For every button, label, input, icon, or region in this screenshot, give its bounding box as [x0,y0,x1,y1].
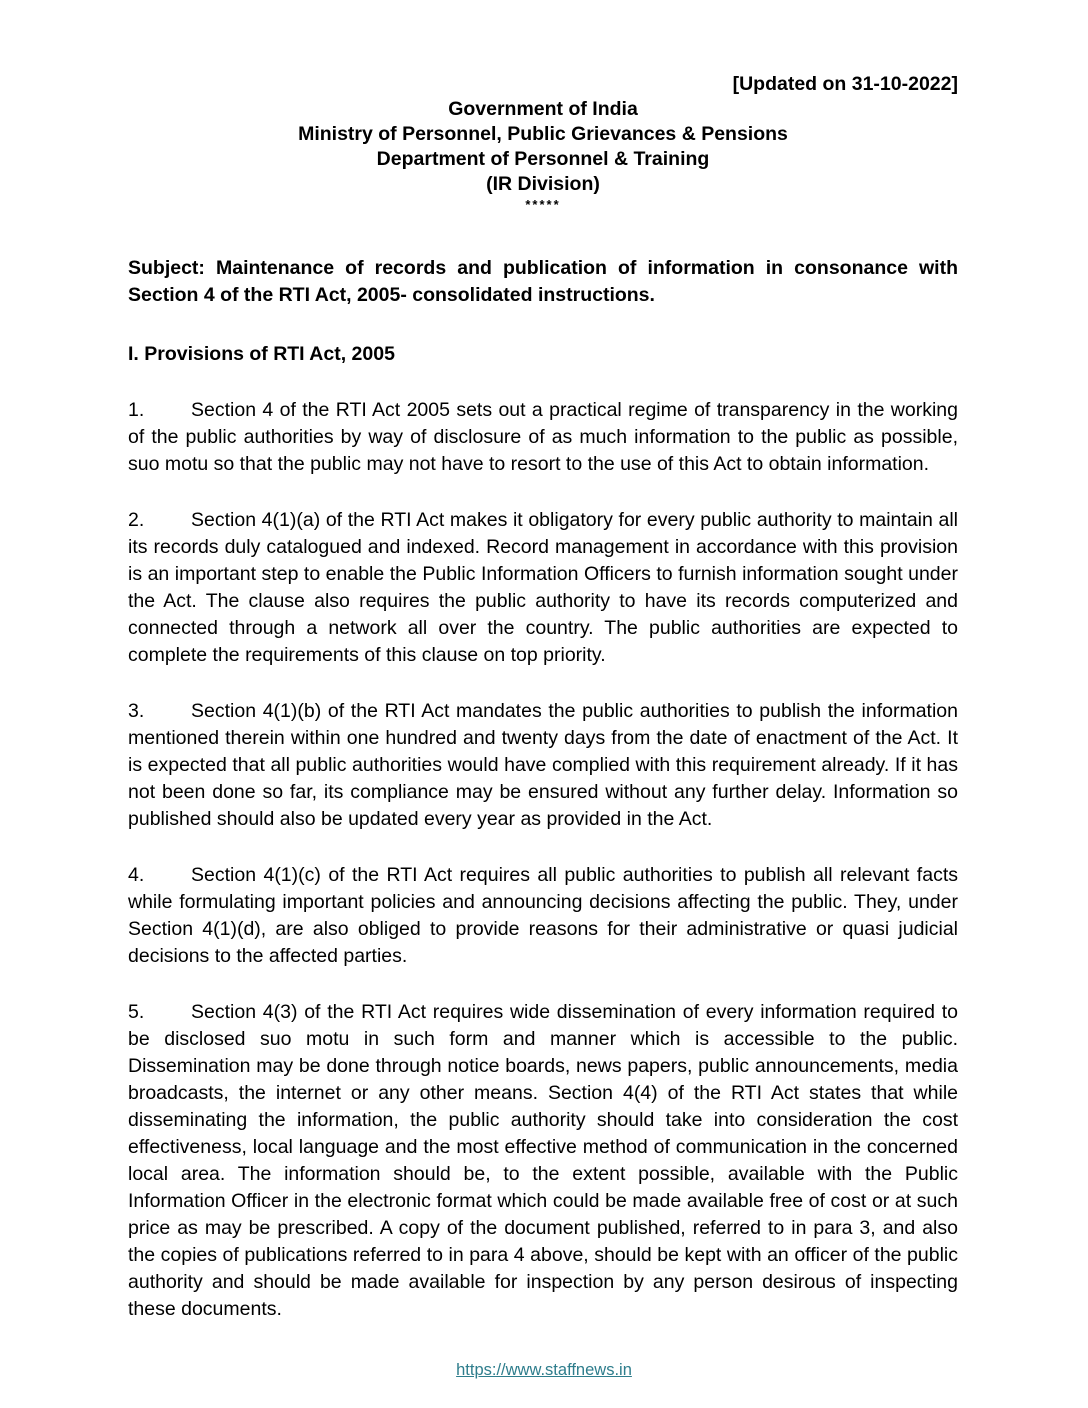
updated-date-note: [Updated on 31-10-2022] [732,73,958,95]
paragraph-number: 4. [128,864,145,886]
paragraph-text: Section 4(1)(b) of the RTI Act mandates the public authorities to publish the information mentioned therein within one hundred and twenty days from the date of enactment of the Act. It is expected that all public authorities would have complied with this requirement already. If it has not been done so far, its compliance may be ensured without any further delay. Information so published should also be updated every year as provided in the Act. [128,700,958,830]
paragraph-number: 5. [128,1001,145,1023]
paragraph-number: 3. [128,700,145,722]
footer-website-link[interactable]: https://www.staffnews.in [456,1361,632,1379]
paragraph-text: Section 4(1)(a) of the RTI Act makes it obligatory for every public authority to maintain all its records duly catalogued and indexed. Record management in accordance with this provision is an important step to enable the Public Information Officers to furnish information sought under the Act. The clause also requires the public authority to have its records computerized and connected through a network all over the country. The public authorities are expected to complete the requirements of this clause on top priority. [128,509,958,666]
subject-line: Subject: Maintenance of records and publication of information in consonance with Section 4 of the RTI Act, 2005- consolidated instructions. [128,257,958,306]
paragraph-text: Section 4(1)(c) of the RTI Act requires all public authorities to publish all relevant facts while formulating important policies and announcing decisions affecting the public. They, under Section 4(1)(d), are also obliged to provide reasons for their administrative or quasi judicial decisions to the affected parties. [128,864,958,967]
letterhead [128,97,958,213]
section-heading: I. Provisions of RTI Act, 2005 [128,343,395,365]
paragraph-4 [128,862,958,970]
separator-stars: ***** [525,197,561,212]
letterhead-line-division: (IR Division) [486,173,600,195]
paragraph-text: Section 4(3) of the RTI Act requires wide dissemination of every information required to be disclosed suo motu in such form and manner which is accessible to the public. Dissemination may be done through notice boards, news papers, public announcements, media broadcasts, the internet or any other means. Section 4(4) of the RTI Act states that while disseminating the information, the public authority should take into consideration the cost effectiveness, local language and the most effective method of communication in the concerned local area. The information should be, to the extent possible, available with the Public Information Officer in the electronic format which could be made available free of cost or at such price as may be prescribed. A copy of the document published, referred to in para 3, and also the copies of publications referred to in para 4 above, should be kept with an officer of the public authority and should be made available for inspection by any person desirous of inspecting these documents. [128,1001,958,1320]
paragraph-number: 2. [128,509,145,531]
paragraph-2 [128,507,958,669]
paragraph-text: Section 4 of the RTI Act 2005 sets out a practical regime of transparency in the working of the public authorities by way of disclosure of as much information to the public as possible, suo motu so that the public may not have to resort to the use of this Act to obtain information. [128,399,958,475]
paragraph-number: 1. [128,399,145,421]
paragraph-5 [128,999,958,1323]
paragraph-3 [128,698,958,833]
letterhead-line-department: Department of Personnel & Training [376,148,710,170]
letterhead-line-government: Government of India [448,98,638,120]
footer [0,1361,1088,1380]
letterhead-line-ministry: Ministry of Personnel, Public Grievances & Pensions [298,123,788,145]
paragraph-1 [128,397,958,478]
